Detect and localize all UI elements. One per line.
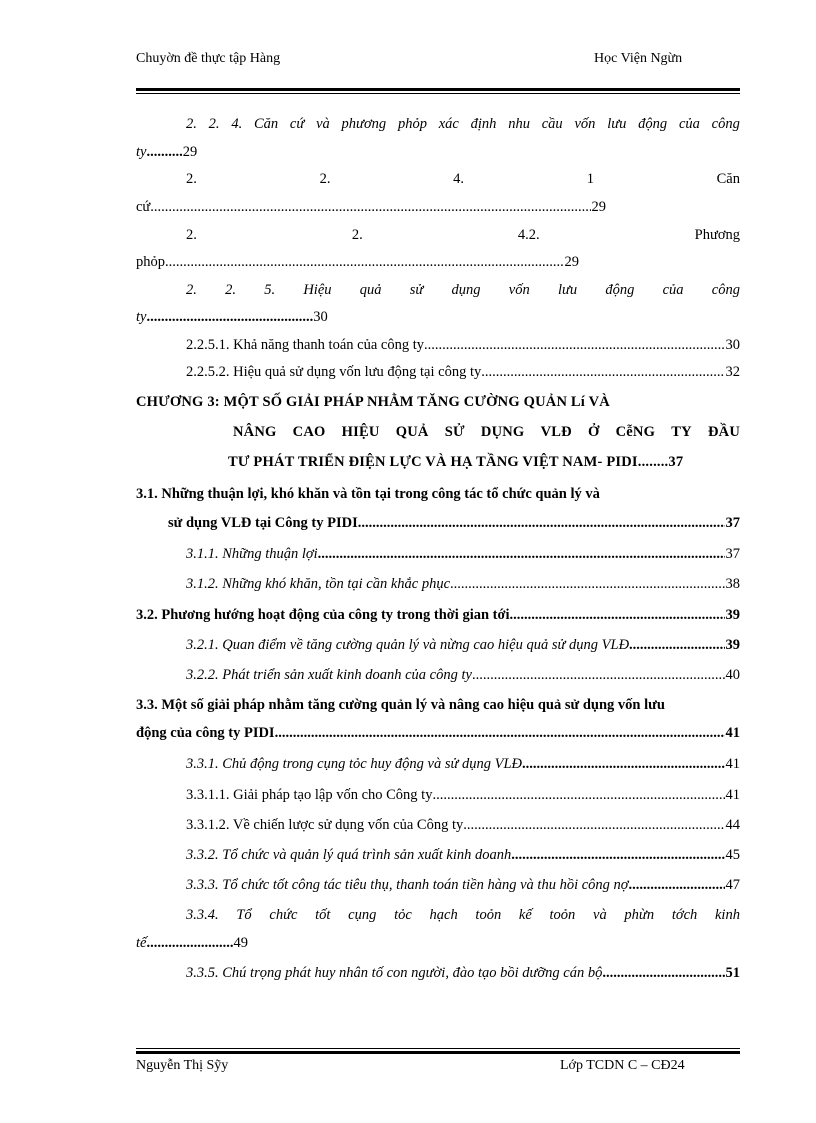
toc-word: ĐẦU [707,424,740,440]
footer-rule-thin [136,1048,740,1049]
toc-page-number: 40 [725,667,740,683]
toc-entry-text: tế [136,935,147,951]
header-right-text: Học Viện Ngừn [594,51,683,66]
toc-word: toỏn [475,907,502,923]
toc-word: Hiệu [303,282,332,298]
toc-entry-2-2-5-cont: ty..............................................30 [136,309,328,325]
toc-page-number: 39 [725,607,740,623]
toc-word: lưu [557,282,578,298]
toc-section-3-1-line1 [136,483,740,505]
toc-leader-dots [463,814,724,836]
toc-word: SỬ [444,424,465,440]
toc-word: VLĐ [540,424,572,440]
toc-page-number: 41 [725,756,740,772]
toc-section-3-3-line2 [136,722,740,744]
toc-word: và [316,116,330,132]
toc-leader-dots [150,196,590,218]
toc-page-number: 29 [182,144,198,160]
toc-word: 2. [208,116,220,132]
toc-word: toỏn [549,907,576,923]
toc-entry-3-3-2 [136,844,740,866]
footer-author: Nguyễn Thị Sỹy [136,1058,229,1073]
toc-entry-text: 3.3.3. Tổ chức tốt công tác tiêu thụ, thanh toán tiền hàng và thu hồi công nợ [186,877,629,893]
toc-entry-3-3-5 [136,962,740,984]
toc-word: chức [269,907,298,923]
toc-entry-text: 3.3.1.2. Về chiến lược sử dụng vốn của Công ty [186,817,464,833]
toc-entry-text: cứ [136,199,151,215]
toc-page-number: 37 [725,546,740,562]
toc-word: nhu [508,116,530,132]
toc-entry-2-2-4-cont: ty..........29 [136,144,198,160]
toc-word: công [711,116,740,132]
toc-word: công [711,282,740,298]
toc-word: phỏp [397,116,427,132]
toc-page-number: 37 [668,454,684,470]
toc-entry-2-2-5 [136,279,740,301]
toc-word: CAO [292,424,326,440]
toc-word: Tổ [236,907,252,923]
toc-word: 4. [453,171,464,187]
toc-page-number: 44 [725,817,740,833]
toc-word: và [593,907,607,923]
toc-word: tớch [671,907,698,923]
toc-word: 3.3.4. [186,907,219,923]
toc-page-number: 39 [725,637,740,653]
toc-entry-3-3-1 [136,753,740,775]
toc-word: NÂNG [233,424,277,440]
toc-entry-3-3-1-2 [136,814,740,836]
toc-word: 2. [319,171,331,187]
toc-page-number: 32 [725,364,740,380]
toc-entry-3-2-2 [136,664,740,686]
toc-entry-text: phỏp [136,254,165,270]
toc-chapter-3-line3: TƯ PHÁT TRIỂN ĐIỆN LỰC VÀ HẠ TẦNG VIỆT NAM- PIDI........37 [228,454,684,470]
toc-entry-text: 3.1.2. Những khó khăn, tồn tại cần khắc phục [186,576,451,592]
toc-entry-text: động của công ty PIDI [136,725,275,741]
toc-entry-text: 3.1. Những thuận lợi, khó khăn và tồn tại trong công tác tổ chức quản lý và [136,486,600,502]
toc-word: vốn [574,116,596,132]
toc-word: cụng [348,907,377,923]
footer-rule-thick [136,1051,740,1054]
toc-word: Ở [587,424,600,440]
toc-leader-dots [510,604,725,626]
toc-entry-2-2-4-2-cont [136,251,579,273]
toc-word: tỏc [394,907,412,923]
toc-word: phương [341,116,387,132]
toc-word: vốn [508,282,530,298]
toc-entry-text: 3.3.5. Chú trọng phát huy nhân tố con người, đào tạo bồi dưỡng cán bộ [186,965,603,981]
toc-word: kinh [714,907,740,923]
toc-page-number: 30 [725,337,740,353]
toc-word: 4. [231,116,243,132]
toc-section-3-2 [136,604,740,626]
toc-page-number: 41 [725,787,740,803]
toc-word: hạch [429,907,458,923]
toc-entry-text: 2.2.5.2. Hiệu quả sử dụng vốn lưu động tại công ty [186,364,482,380]
toc-entry-3-3-4-cont: tế........................49 [136,935,248,951]
toc-leader-dots [358,512,725,534]
toc-entry-text: 3.2.2. Phát triển sản xuất kinh doanh của công ty [186,667,472,683]
toc-entry-3-2-1 [136,634,740,656]
toc-word: CễNG [615,424,656,440]
header-rule-thick [136,88,740,91]
toc-leader-dots [472,664,725,686]
page-footer [136,1058,740,1078]
toc-section-3-1-line2 [136,512,740,534]
toc-leader-dots [165,251,564,273]
toc-entry-3-3-1-1 [136,784,740,806]
toc-entry-2-2-4-2 [136,224,740,246]
toc-entry-text: 3.2.1. Quan điểm về tăng cường quản lý và nừng cao hiệu quả sử dụng VLĐ [186,637,630,653]
toc-word: 2. [225,282,236,298]
toc-chapter-3-line2 [136,421,740,443]
toc-leader-dots [450,573,724,595]
toc-page-number: 38 [725,576,740,592]
toc-leader-dots [522,753,724,775]
toc-chapter-3-line1 [136,391,740,413]
toc-entry-text: 3.2. Phương hướng hoạt động của công ty trong thời gian tới [136,607,510,623]
toc-entry-2-2-5-1 [136,334,740,356]
toc-entry-text: sử dụng VLĐ tại Công ty PIDI [168,515,358,531]
toc-word: tốt [315,907,331,923]
toc-chapter-title: TƯ PHÁT TRIỂN ĐIỆN LỰC VÀ HẠ TẦNG VIỆT NAM- PIDI [228,454,638,470]
toc-word: TY [671,424,692,440]
toc-page-number: 49 [233,935,248,951]
toc-entry-text: ty [136,309,147,325]
toc-word: Phương [694,227,740,243]
toc-word: 5. [264,282,276,298]
page-header [136,50,740,90]
toc-word: quả [359,282,382,298]
toc-leader-dots [629,874,725,896]
toc-page-number: 29 [564,254,579,270]
header-left-text: Chuyờn đề thực tập Hàng [136,51,281,66]
toc-chapter-title: CHƯƠNG 3: MỘT SỐ GIẢI PHÁP NHẰM TĂNG CƯỜNG QUẢN Lí VÀ [136,394,610,410]
toc-word: 1 [586,171,594,187]
toc-word: xác [438,116,459,132]
toc-entry-text: ty [136,144,147,160]
toc-entry-3-3-3 [136,874,740,896]
toc-entry-2-2-4-1 [136,168,740,190]
toc-entry-text: 2.2.5.1. Khả năng thanh toán của công ty [186,337,424,353]
toc-word: HIỆU [341,424,380,440]
toc-word: định [470,116,497,132]
toc-entry-text: 3.3. Một số giải pháp nhằm tăng cường quản lý và nâng cao hiệu quả sử dụng vốn lưu [136,697,665,713]
toc-word: cứ [289,116,305,132]
toc-entry-2-2-5-2 [136,361,740,383]
toc-word: lưu [607,116,627,132]
toc-page-number: 29 [591,199,606,215]
footer-class: Lớp TCDN C – CĐ24 [560,1058,685,1073]
toc-word: 2. [186,116,197,132]
toc-leader-dots [318,543,725,565]
toc-word: 4.2. [517,227,540,243]
toc-entry-3-3-4 [136,904,740,926]
toc-leader-dots [629,634,724,656]
toc-entry-2-2-4 [136,113,740,135]
toc-page-number: 51 [725,965,740,981]
toc-word: 2. [186,227,197,243]
toc-page-number: 47 [725,877,740,893]
toc-entry-text: 3.3.1. Chủ động trong cụng tỏc huy động và sử dụng VLĐ [186,756,523,772]
toc-page-number: 45 [725,847,740,863]
toc-entry-text: 3.3.1.1. Giải pháp tạo lập vốn cho Công ty [186,787,433,803]
toc-leader-dots [602,962,724,984]
toc-word: phừn [624,907,655,923]
toc-leader-dots [511,844,724,866]
toc-leader-dots [481,361,724,383]
toc-page-number: 30 [313,309,328,325]
header-rule-thin [136,93,740,94]
toc-word: 2. [351,227,363,243]
toc-entry-3-1-1 [136,543,740,565]
toc-word: Căn [253,116,279,132]
toc-word: QUẢ [395,424,429,440]
toc-entry-2-2-4-1-cont [136,196,606,218]
toc-entry-text: 3.1.1. Những thuận lợi [186,546,318,562]
toc-word: động [605,282,635,298]
toc-word: sử [409,282,424,298]
toc-leader-dots [424,334,725,356]
toc-word: DỤNG [480,424,525,440]
toc-page-number: 37 [725,515,740,531]
toc-word: động [638,116,668,132]
toc-entry-3-1-2 [136,573,740,595]
toc-word: 2. [186,171,197,187]
toc-leader-dots [275,722,725,744]
toc-leader-dots [432,784,724,806]
toc-word: kế [518,907,532,923]
toc-word: cầu [541,116,563,132]
toc-word: 2. [186,282,197,298]
toc-word: Căn [716,171,740,187]
toc-entry-text: 3.3.2. Tổ chức và quản lý quá trình sản xuất kinh doanh [186,847,512,863]
toc-word: của [662,282,684,298]
toc-section-3-3-line1 [136,694,740,716]
toc-page-number: 41 [725,725,740,741]
toc-word: của [678,116,700,132]
toc-word: dụng [451,282,481,298]
